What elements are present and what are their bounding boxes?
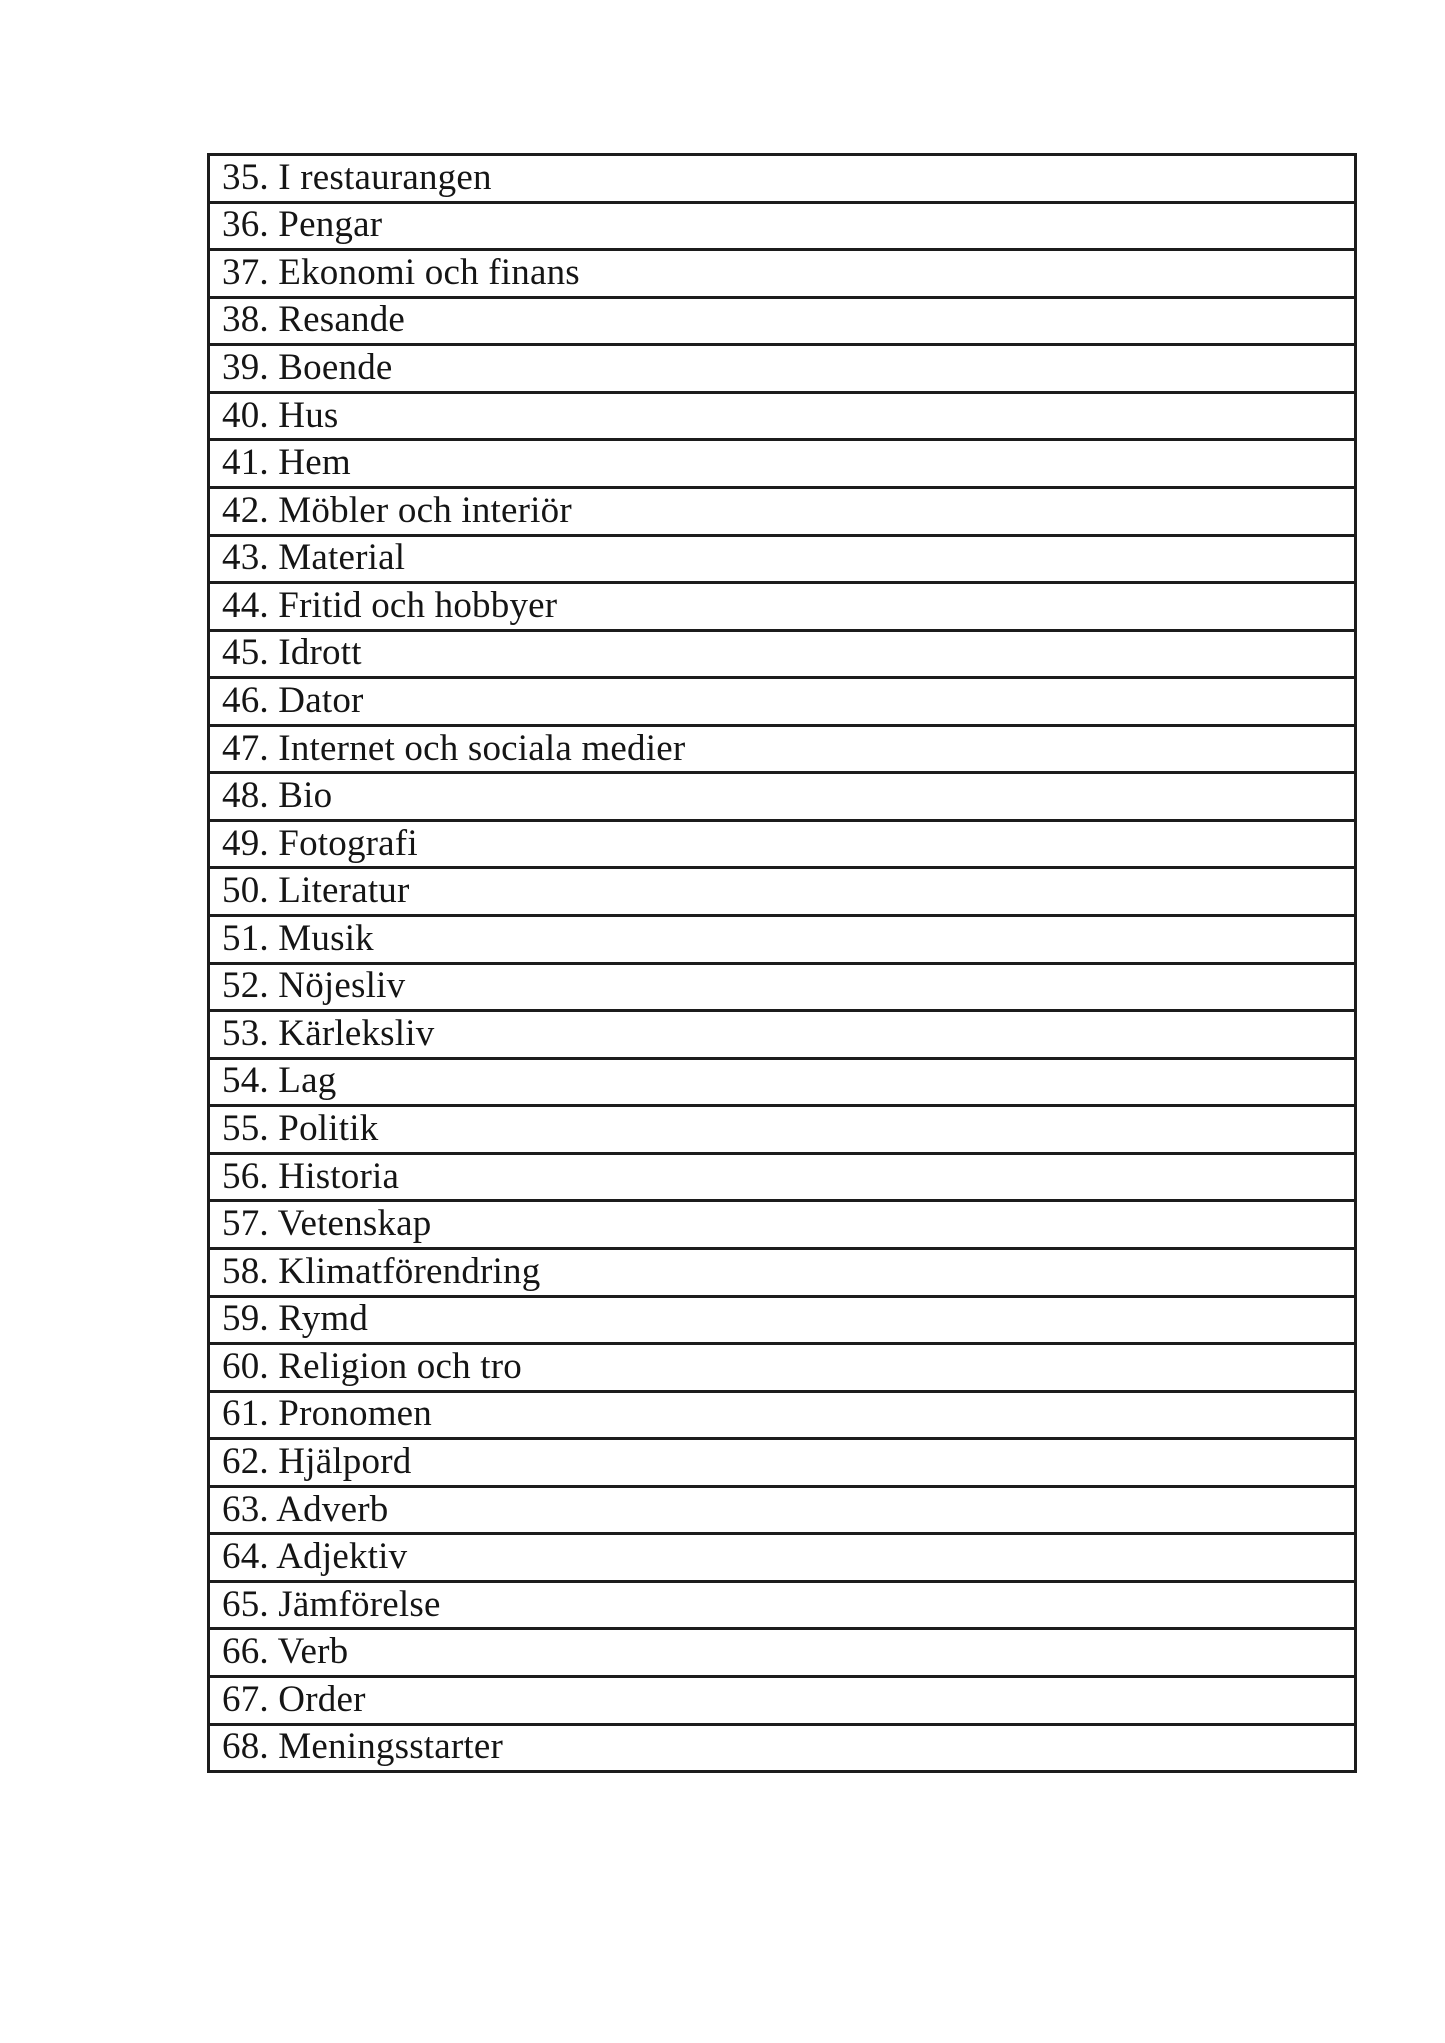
toc-row: 62. Hjälpord bbox=[210, 1440, 1354, 1488]
toc-row: 68. Meningsstarter bbox=[222, 1726, 504, 1768]
toc-row: 67. Order bbox=[210, 1678, 1354, 1726]
toc-row: 66. Verb bbox=[210, 1630, 1354, 1678]
toc-row: 61. Pronomen bbox=[210, 1393, 1354, 1441]
toc-row: 43. Material bbox=[210, 537, 1354, 585]
toc-row: 41. Hem bbox=[210, 441, 1354, 489]
toc-row: 55. Politik bbox=[210, 1107, 1354, 1155]
toc-row: 56. Historia bbox=[210, 1155, 1354, 1203]
toc-row: 45. Idrott bbox=[210, 632, 1354, 680]
toc-row: 44. Fritid och hobbyer bbox=[210, 584, 1354, 632]
contents-table bbox=[207, 153, 1357, 1773]
toc-row: 50. Literatur bbox=[210, 869, 1354, 917]
toc-row: 57. Vetenskap bbox=[210, 1202, 1354, 1250]
toc-row: 38. Resande bbox=[210, 299, 1354, 347]
toc-row: 60. Religion och tro bbox=[210, 1345, 1354, 1393]
toc-row: 39. Boende bbox=[210, 346, 1354, 394]
toc-row: 49. Fotografi bbox=[210, 822, 1354, 870]
toc-row: 42. Möbler och interiör bbox=[210, 489, 1354, 537]
toc-row: 65. Jämförelse bbox=[210, 1583, 1354, 1631]
toc-row: 37. Ekonomi och finans bbox=[210, 251, 1354, 299]
toc-row: 59. Rymd bbox=[210, 1298, 1354, 1346]
toc-row: 47. Internet och sociala medier bbox=[210, 727, 1354, 775]
toc-row: 36. Pengar bbox=[210, 204, 1354, 252]
toc-row: 51. Musik bbox=[210, 917, 1354, 965]
toc-row: 64. Adjektiv bbox=[210, 1535, 1354, 1583]
toc-row: 48. Bio bbox=[210, 774, 1354, 822]
toc-row: 35. I restaurangen bbox=[210, 156, 1354, 204]
toc-row: 58. Klimatförendring bbox=[210, 1250, 1354, 1298]
toc-row: 52. Nöjesliv bbox=[210, 965, 1354, 1013]
toc-row: 63. Adverb bbox=[210, 1488, 1354, 1536]
toc-row: 54. Lag bbox=[210, 1060, 1354, 1108]
toc-row: 40. Hus bbox=[210, 394, 1354, 442]
toc-row: 46. Dator bbox=[210, 679, 1354, 727]
toc-row: 53. Kärleksliv bbox=[210, 1012, 1354, 1060]
